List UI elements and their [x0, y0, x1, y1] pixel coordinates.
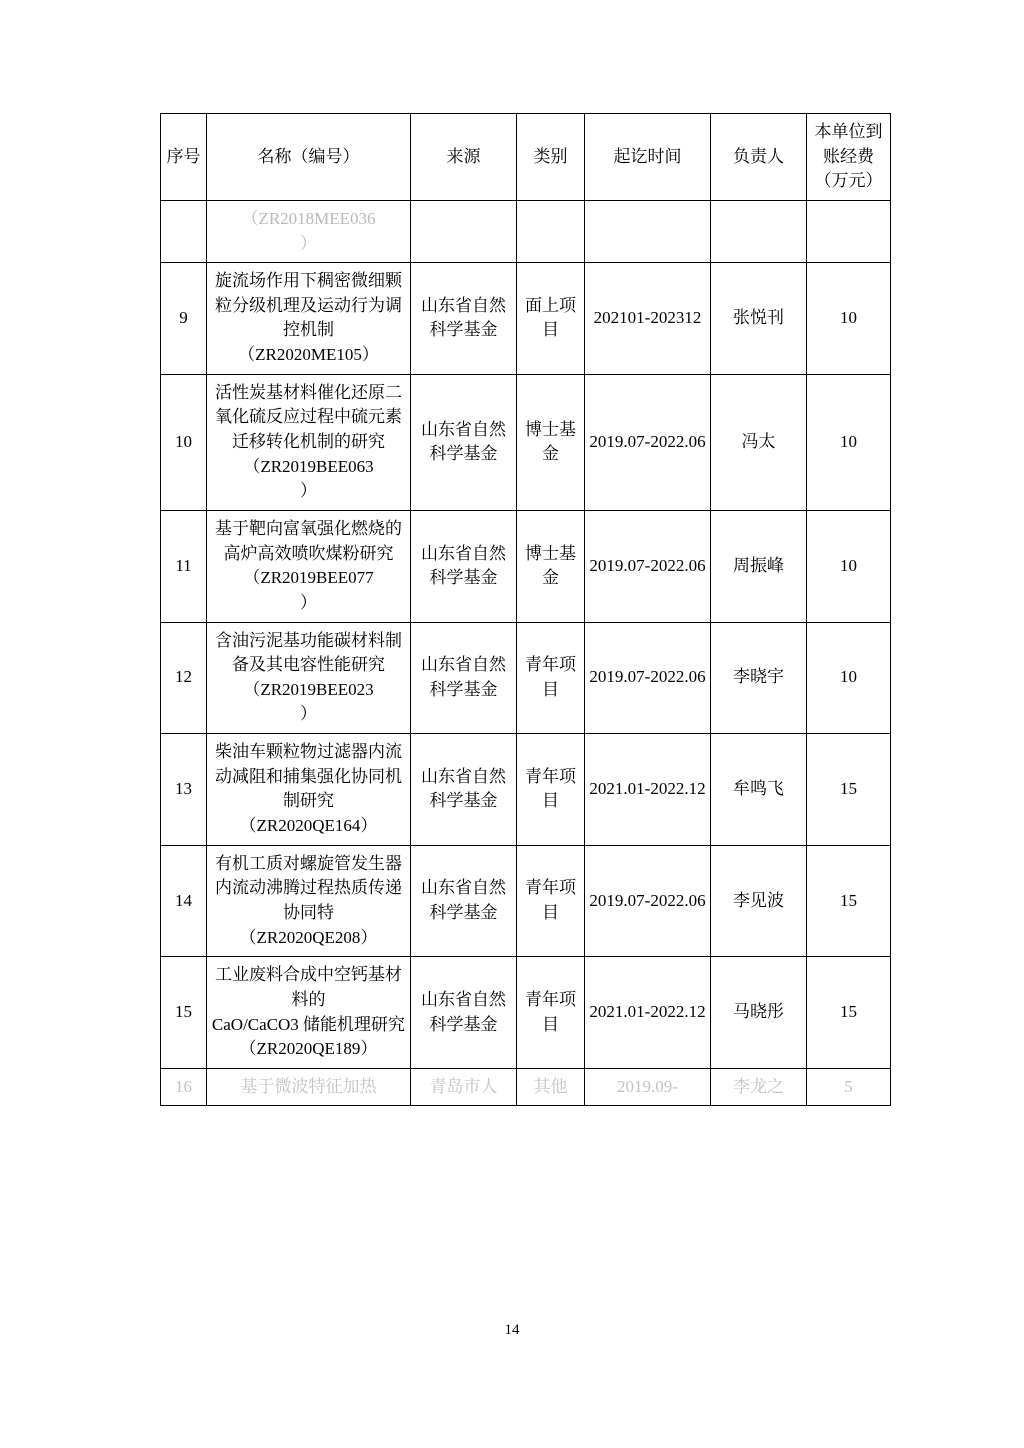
cell-time: 2021.01-2022.12 [585, 957, 711, 1069]
cell-time: 2019.07-2022.06 [585, 622, 711, 734]
cell-name: 活性炭基材料催化还原二氧化硫反应过程中硫元素迁移转化机制的研究 （ZR2019BEE063 ） [207, 374, 411, 510]
cell-fund: 10 [807, 510, 891, 622]
cell-leader: 李晓宇 [711, 622, 807, 734]
header-seq: 序号 [161, 114, 207, 201]
cell-type: 博士基金 [517, 374, 585, 510]
cell-type: 面上项目 [517, 263, 585, 375]
cell-fund: 15 [807, 734, 891, 846]
cell-source: 山东省自然科学基金 [411, 622, 517, 734]
cell-leader: 马晓彤 [711, 957, 807, 1069]
cell-leader: 牟鸣飞 [711, 734, 807, 846]
cell-fund: 15 [807, 845, 891, 957]
cell-name: 基于微波特征加热 [207, 1068, 411, 1106]
cell-type: 博士基金 [517, 510, 585, 622]
cell-time: 2019.07-2022.06 [585, 510, 711, 622]
cell-source: 山东省自然科学基金 [411, 510, 517, 622]
header-leader: 负责人 [711, 114, 807, 201]
cell-source: 青岛市人 [411, 1068, 517, 1106]
cell-leader: 冯太 [711, 374, 807, 510]
cell-name: 含油污泥基功能碳材料制备及其电容性能研究 （ZR2019BEE023 ） [207, 622, 411, 734]
cell-leader: 周振峰 [711, 510, 807, 622]
cell-seq: 10 [161, 374, 207, 510]
cell-type: 青年项目 [517, 845, 585, 957]
cell-type: 青年项目 [517, 734, 585, 846]
cell-seq: 16 [161, 1068, 207, 1106]
cell-source: 山东省自然科学基金 [411, 374, 517, 510]
table-body [161, 200, 891, 1106]
table-row [161, 510, 891, 622]
cell-name: 工业废料合成中空钙基材料的 CaO/CaCO3 储能机理研究 （ZR2020QE189） [207, 957, 411, 1069]
cell-time: 2019.07-2022.06 [585, 374, 711, 510]
cell-leader: 张悦刊 [711, 263, 807, 375]
cell-fund [807, 200, 891, 262]
header-fund: 本单位到账经费（万元） [807, 114, 891, 201]
cell-fund: 5 [807, 1068, 891, 1106]
table-header-row [161, 114, 891, 201]
table-row [161, 734, 891, 846]
cell-source: 山东省自然科学基金 [411, 957, 517, 1069]
header-source: 来源 [411, 114, 517, 201]
table-row [161, 374, 891, 510]
cell-name: 柴油车颗粒物过滤器内流动减阻和捕集强化协同机制研究 （ZR2020QE164） [207, 734, 411, 846]
cell-source: 山东省自然科学基金 [411, 734, 517, 846]
table-row [161, 957, 891, 1069]
cell-fund: 10 [807, 263, 891, 375]
cell-name: 基于靶向富氧强化燃烧的高炉高效喷吹煤粉研究 （ZR2019BEE077 ） [207, 510, 411, 622]
cell-leader: 李见波 [711, 845, 807, 957]
table-header [161, 114, 891, 201]
header-time: 起讫时间 [585, 114, 711, 201]
cell-time [585, 200, 711, 262]
cell-seq: 13 [161, 734, 207, 846]
cell-fund: 10 [807, 374, 891, 510]
cell-seq: 11 [161, 510, 207, 622]
table-row [161, 1068, 891, 1106]
cell-time: 2019.09- [585, 1068, 711, 1106]
table-row [161, 200, 891, 262]
cell-fund: 15 [807, 957, 891, 1069]
cell-fund: 10 [807, 622, 891, 734]
table-row [161, 845, 891, 957]
cell-source [411, 200, 517, 262]
project-table-container [160, 113, 890, 1106]
cell-seq: 12 [161, 622, 207, 734]
table-row [161, 263, 891, 375]
cell-time: 202101-202312 [585, 263, 711, 375]
cell-seq [161, 200, 207, 262]
table-row [161, 622, 891, 734]
cell-source: 山东省自然科学基金 [411, 263, 517, 375]
cell-type: 青年项目 [517, 622, 585, 734]
cell-seq: 15 [161, 957, 207, 1069]
cell-type: 青年项目 [517, 957, 585, 1069]
cell-time: 2019.07-2022.06 [585, 845, 711, 957]
cell-name: （ZR2018MEE036 ） [207, 200, 411, 262]
cell-leader: 李龙之 [711, 1068, 807, 1106]
header-name: 名称（编号） [207, 114, 411, 201]
page-number: 14 [504, 1322, 520, 1338]
cell-name: 旋流场作用下稠密微细颗粒分级机理及运动行为调控机制 （ZR2020ME105） [207, 263, 411, 375]
cell-source: 山东省自然科学基金 [411, 845, 517, 957]
cell-leader [711, 200, 807, 262]
cell-name: 有机工质对螺旋管发生器内流动沸腾过程热质传递协同特 （ZR2020QE208） [207, 845, 411, 957]
cell-time: 2021.01-2022.12 [585, 734, 711, 846]
header-type: 类别 [517, 114, 585, 201]
cell-seq: 9 [161, 263, 207, 375]
cell-seq: 14 [161, 845, 207, 957]
cell-type [517, 200, 585, 262]
project-table [160, 113, 891, 1106]
cell-type: 其他 [517, 1068, 585, 1106]
